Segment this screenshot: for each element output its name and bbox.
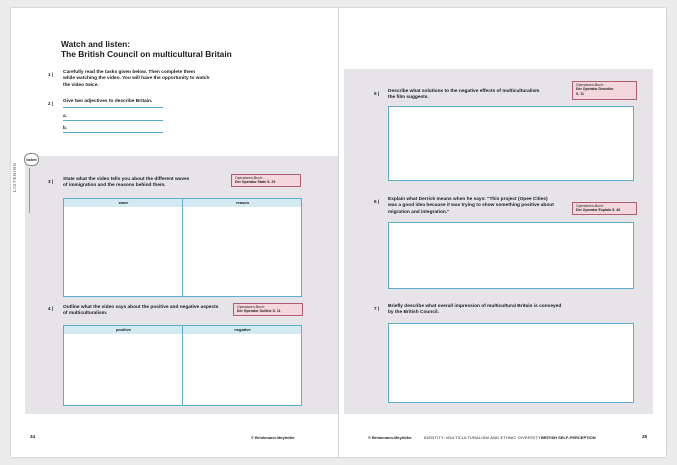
side-divider xyxy=(29,168,30,213)
page-fold xyxy=(338,8,339,457)
column-header-positive: positive xyxy=(115,327,132,332)
book-spread xyxy=(11,8,666,457)
left-copyright: © Brinkmann.Meyhöfer xyxy=(251,435,295,440)
answer-a-label: a. xyxy=(63,113,67,118)
listening-label: LISTENING xyxy=(12,162,17,192)
answer-box-q7[interactable] xyxy=(388,323,634,403)
operator-box-q5: Operatoren-Buch: Der Operator Describe S. 11 xyxy=(572,81,637,100)
answer-line-q2[interactable] xyxy=(63,107,163,108)
question-3-text: State what the video tells you about the different waves of immigration and the reasons behind them. xyxy=(63,177,190,189)
operator-box-q4: Operatoren-Buch: Der Operator Outline S. 11 xyxy=(233,303,303,316)
question-2-number: 2 | xyxy=(48,101,54,106)
question-4-text: Outline what the video says about the positive and negative aspects of multiculturalism. xyxy=(63,305,219,317)
ticket-icon: ticket xyxy=(24,153,39,166)
question-2-text: Give two adjectives to describe Britain. xyxy=(63,99,153,104)
answer-b-label: b. xyxy=(63,125,68,130)
page-title: Watch and listen: The British Council on multicultural Britain xyxy=(61,39,232,59)
running-title: IDENTITY: MULTICULTURALISM AND ETHNIC DIVERSITY xyxy=(424,435,541,440)
column-divider xyxy=(182,326,183,405)
question-5-number: 5 | xyxy=(374,91,380,96)
operator-box-q6: Operatoren-Buch: Der Operator Explain S. 40 xyxy=(572,202,637,215)
answer-line-b[interactable] xyxy=(63,132,163,133)
question-3-number: 3 | xyxy=(48,179,54,184)
wave-reason-table xyxy=(63,198,302,297)
question-5-text: Describe what solutions to the negative effects of multiculturalism the film suggests. xyxy=(388,89,540,101)
section-title: BRITISH SELF-PERCEPTION xyxy=(541,435,596,440)
column-header-negative: negative xyxy=(234,327,251,332)
question-6-text: Explain what Derrick means when he says: "This project (Opee Cities) was a good idea because it was trying to show something positive about migration and integration." xyxy=(388,197,554,215)
answer-box-q5[interactable] xyxy=(388,106,634,181)
positive-negative-table xyxy=(63,325,302,406)
operator-box-q3: Operatoren-Buch: Der Operator State S. 29 xyxy=(231,174,301,187)
answer-box-q6[interactable] xyxy=(388,222,634,289)
answer-line-a[interactable] xyxy=(63,120,163,121)
right-page-number: 25 xyxy=(642,434,648,439)
question-1-text: Carefully read the tasks given below. Then complete them while watching the video. You will have the opportunity to watch the video twice. xyxy=(63,70,210,88)
column-header-wave: wave xyxy=(118,200,129,205)
question-7-number: 7 | xyxy=(374,306,380,311)
left-page-number: 24 xyxy=(30,434,36,439)
question-4-number: 4 | xyxy=(48,306,54,311)
question-1-number: 1 | xyxy=(48,72,54,77)
column-header-reason: reason xyxy=(235,200,250,205)
question-7-text: Briefly describe what overall impression of multicultural Britain is conveyed by the British Council. xyxy=(388,304,562,316)
column-divider xyxy=(182,199,183,296)
question-6-number: 6 | xyxy=(374,199,380,204)
right-copyright: © Brinkmann.Meyhöfer xyxy=(368,435,412,440)
